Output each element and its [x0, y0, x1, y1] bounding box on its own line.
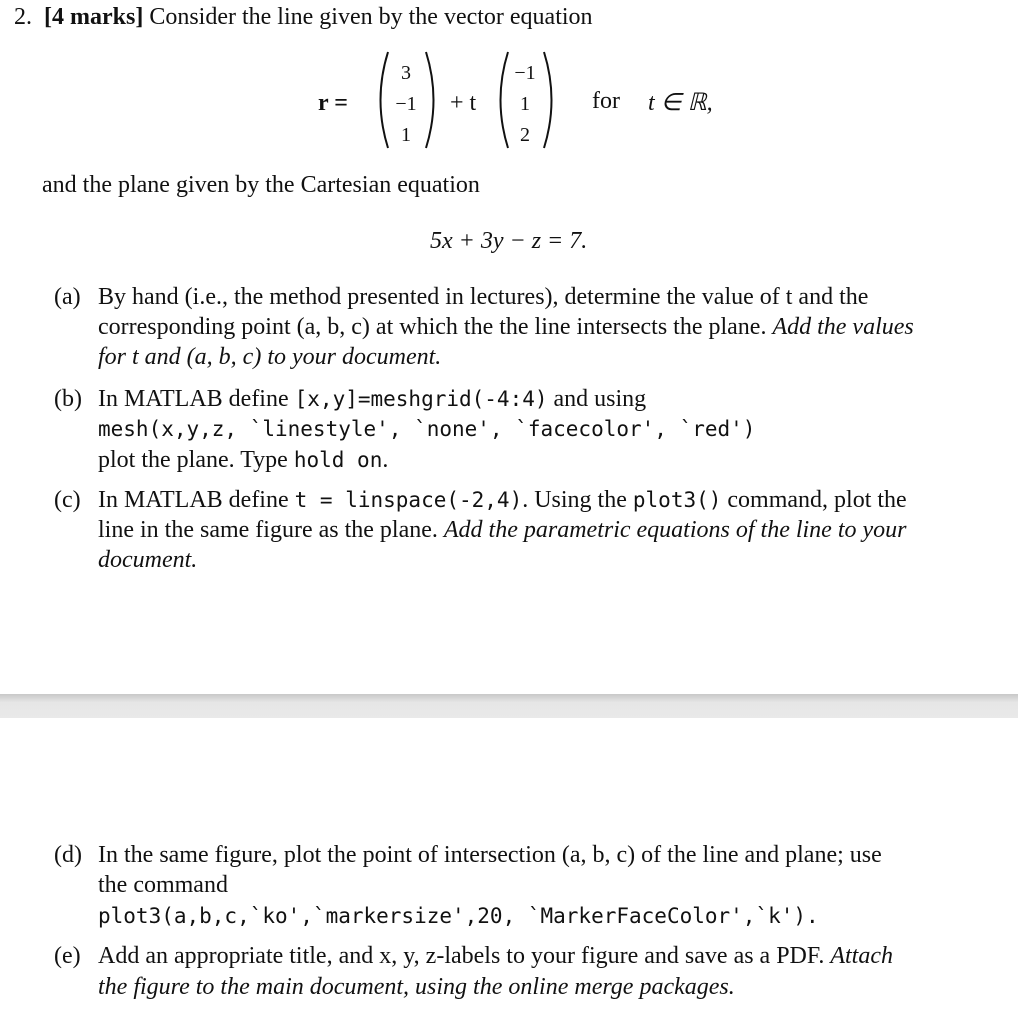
part-c-line-2	[98, 517, 907, 544]
question-intro: Consider the line given by the vector equation	[149, 4, 593, 30]
question-header	[14, 4, 593, 31]
part-d-label: (d)	[54, 842, 82, 868]
part-a-line-2	[98, 314, 914, 341]
vector-lhs: r =	[318, 90, 348, 116]
part-a-text: corresponding point (a, b, c) at which the the line intersects the plane.	[98, 314, 773, 340]
part-b-text: plot the plane. Type	[98, 447, 294, 473]
part-e-label: (e)	[54, 943, 81, 969]
vec1-entry: −1	[395, 93, 417, 115]
part-b-code: mesh(x,y,z, `linestyle', `none', `facecolor', `red')	[98, 417, 756, 441]
part-d-code: plot3(a,b,c,`ko',`markersize',20, `MarkerFaceColor',`k').	[98, 904, 819, 928]
part-c-label: (c)	[54, 487, 81, 513]
page-break-divider	[0, 694, 1018, 718]
part-e-emphasis: Attach	[830, 943, 893, 969]
part-b-line-1	[98, 386, 646, 413]
marks-label: [4 marks]	[44, 4, 144, 30]
part-d-line-1: In the same figure, plot the point of intersection (a, b, c) of the line and plane; use	[98, 842, 882, 868]
part-b-label: (b)	[54, 386, 82, 412]
question-number: 2.	[14, 4, 32, 30]
part-b-text: .	[382, 447, 389, 473]
part-c-emphasis: Add the parametric equations of the line to your	[443, 517, 907, 543]
part-b-text: and using	[547, 386, 647, 412]
vec2-entry: 2	[520, 124, 530, 146]
right-paren-vec2	[540, 50, 562, 150]
vec2-entry: −1	[514, 62, 536, 84]
part-e-line-1	[98, 943, 893, 970]
part-c-text: In MATLAB define	[98, 487, 295, 513]
part-c-text: . Using the	[522, 487, 633, 513]
vec1-entry: 3	[401, 62, 411, 84]
part-e-text: Add an appropriate title, and x, y, z-labels to your figure and save as a PDF.	[98, 943, 831, 969]
part-b-line-2	[98, 416, 755, 443]
part-c-line-1	[98, 487, 907, 514]
plus-t: + t	[450, 90, 477, 116]
part-c-text: command, plot the	[721, 487, 907, 513]
vec2-entry: 1	[520, 93, 530, 115]
part-a-line-3: for t and (a, b, c) to your document.	[98, 344, 442, 370]
part-d-line-3	[98, 903, 819, 930]
vec1-entry: 1	[401, 124, 411, 146]
right-paren-vec1	[422, 50, 444, 150]
part-b-code: [x,y]=meshgrid(-4:4)	[294, 387, 548, 411]
part-c-line-3: document.	[98, 547, 198, 573]
part-b-text: In MATLAB define	[98, 386, 295, 412]
for-text: for	[592, 88, 620, 114]
part-c-code: t = linspace(-2,4)	[294, 488, 523, 512]
part-e-line-2: the figure to the main document, using the online merge packages.	[98, 974, 735, 1000]
plane-equation: 5x + 3y − z = 7.	[430, 228, 588, 254]
part-a-line-1: By hand (i.e., the method presented in lectures), determine the value of t and the	[98, 284, 869, 310]
part-d-line-2: the command	[98, 872, 228, 898]
part-a-emphasis: Add the values	[772, 314, 914, 340]
vector-2	[506, 58, 544, 151]
part-c-text: line in the same figure as the plane.	[98, 517, 444, 543]
part-c-code: plot3()	[632, 488, 722, 512]
part-b-code: hold on	[293, 448, 383, 472]
domain-text: t ∈ ℝ,	[648, 90, 713, 116]
part-a-label: (a)	[54, 284, 81, 310]
part-b-line-3	[98, 447, 388, 474]
plane-intro: and the plane given by the Cartesian equation	[42, 172, 480, 198]
vector-1	[388, 58, 424, 151]
